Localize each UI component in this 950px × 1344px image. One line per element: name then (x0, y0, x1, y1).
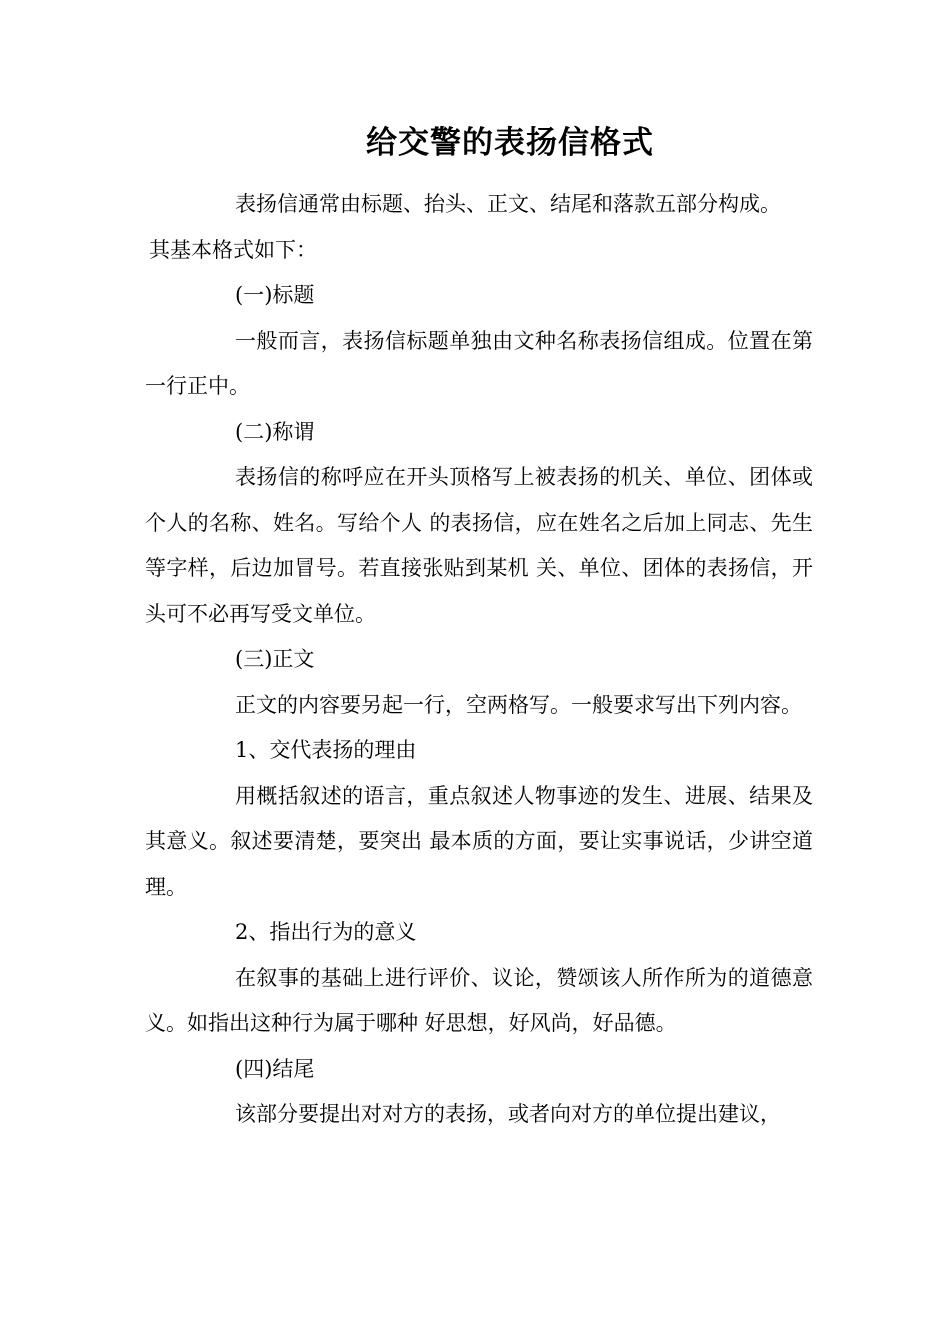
paragraph-closing-desc: 该部分要提出对对方的表扬，或者向对方的单位提出建议， (235, 1102, 781, 1126)
paragraph-intro: 表扬信通常由标题、抬头、正文、结尾和落款五部分构成。 (235, 192, 781, 216)
section-heading-title: (一)标题 (235, 283, 315, 307)
paragraph-reason-desc: 用概括叙述的语言，重点叙述人物事迹的发生、进展、结果及其意义。叙述要清楚，要突出 最本质的方面，要让实事说话，少讲空道理。 (145, 783, 813, 899)
paragraph-intro-continued: 其基本格式如下： (149, 237, 317, 262)
subheading-reason: 1、交代表扬的理由 (235, 738, 417, 762)
paragraph-body-desc: 正文的内容要另起一行，空两格写。一般要求写出下列内容。 (235, 692, 802, 717)
section-heading-closing: (四)结尾 (235, 1056, 315, 1081)
paragraph-title-desc: 一般而言，表扬信标题单独由文种名称表扬信组成。位置在第一行正中。 (145, 328, 813, 398)
section-heading-body: (三)正文 (235, 647, 315, 671)
subheading-meaning: 2、指出行为的意义 (235, 920, 417, 944)
paragraph-meaning-desc: 在叙事的基础上进行评价、议论，赞颂该人所作所为的道德意义。如指出这种行为属于哪种 好思想，好风尚，好品德。 (145, 965, 813, 1035)
paragraph-salutation-desc: 表扬信的称呼应在开头顶格写上被表扬的机关、单位、团体或个人的名称、姓名。写给个人 的表扬信，应在姓名之后加上同志、先生等字样，后边加冒号。若直接张贴到某机 关、单位、团体的表扬信，开头可不必再写受文单位。 (145, 465, 813, 626)
section-heading-salutation: (二)称谓 (235, 419, 315, 444)
document-body (145, 182, 813, 1138)
document-title: 给交警的表扬信格式 (366, 125, 654, 161)
